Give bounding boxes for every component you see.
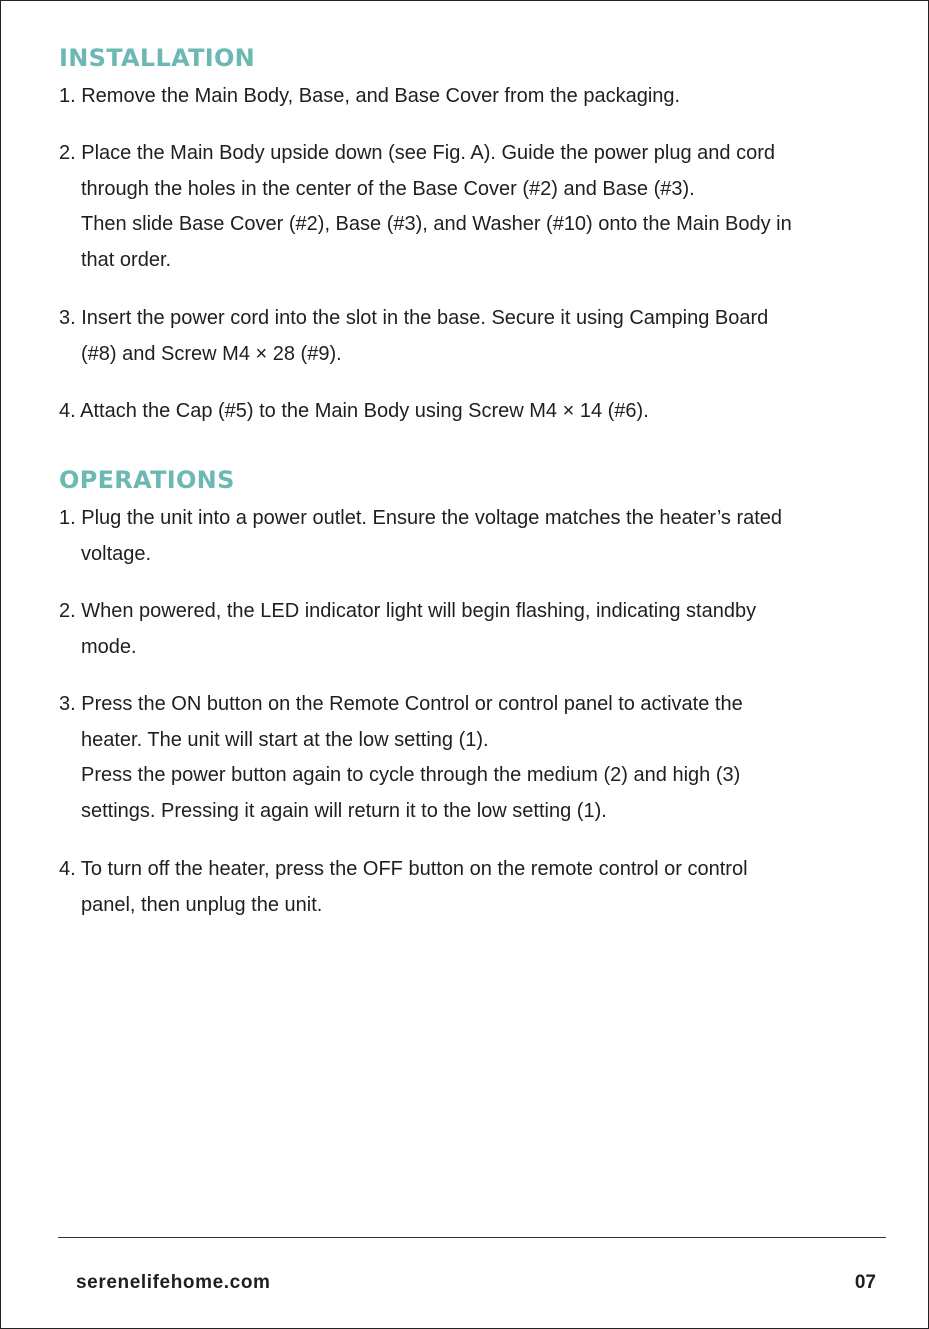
installation-step-2	[59, 136, 879, 278]
step-line: 4. To turn off the heater, press the OFF button on the remote control or control	[59, 858, 748, 880]
step-line: mode.	[81, 635, 137, 658]
step-line: 1. Plug the unit into a power outlet. Ensure the voltage matches the heater’s rated	[59, 507, 783, 529]
installation-step-4	[59, 394, 879, 430]
step-line: settings. Pressing it again will return it to the low setting (1).	[81, 799, 607, 822]
step-line: Then slide Base Cover (#2), Base (#3), and Washer (#10) onto the Main Body in	[81, 213, 792, 235]
operations-step-3	[59, 687, 879, 829]
installation-step-3	[59, 301, 879, 372]
step-line: 3. Press the ON button on the Remote Control or control panel to activate the	[59, 693, 743, 715]
step-line: 1. Remove the Main Body, Base, and Base Cover from the packaging.	[59, 85, 681, 107]
operations-step-2	[59, 594, 879, 665]
step-line: that order.	[81, 248, 172, 271]
step-line: panel, then unplug the unit.	[81, 893, 323, 916]
footer-divider	[58, 1237, 886, 1238]
step-line: (#8) and Screw M4 × 28 (#9).	[81, 342, 342, 365]
step-line: 3. Insert the power cord into the slot in the base. Secure it using Camping Board	[59, 307, 769, 329]
step-line: 2. Place the Main Body upside down (see Fig. A). Guide the power plug and cord	[59, 142, 775, 164]
step-line: voltage.	[81, 542, 152, 565]
operations-step-4	[59, 852, 879, 923]
step-line: Press the power button again to cycle through the medium (2) and high (3)	[81, 764, 741, 786]
installation-step-1	[59, 79, 879, 115]
operations-heading: OPERATIONS	[59, 466, 235, 494]
footer-website: serenelifehome.com	[76, 1272, 271, 1293]
step-line: 4. Attach the Cap (#5) to the Main Body using Screw M4 × 14 (#6).	[59, 400, 649, 422]
operations-step-1	[59, 501, 879, 572]
installation-heading: INSTALLATION	[59, 44, 256, 72]
step-line: 2. When powered, the LED indicator light will begin flashing, indicating standby	[59, 600, 757, 622]
page-number: 07	[854, 1272, 876, 1293]
step-line: heater. The unit will start at the low setting (1).	[81, 728, 489, 751]
step-line: through the holes in the center of the Base Cover (#2) and Base (#3).	[81, 177, 695, 200]
